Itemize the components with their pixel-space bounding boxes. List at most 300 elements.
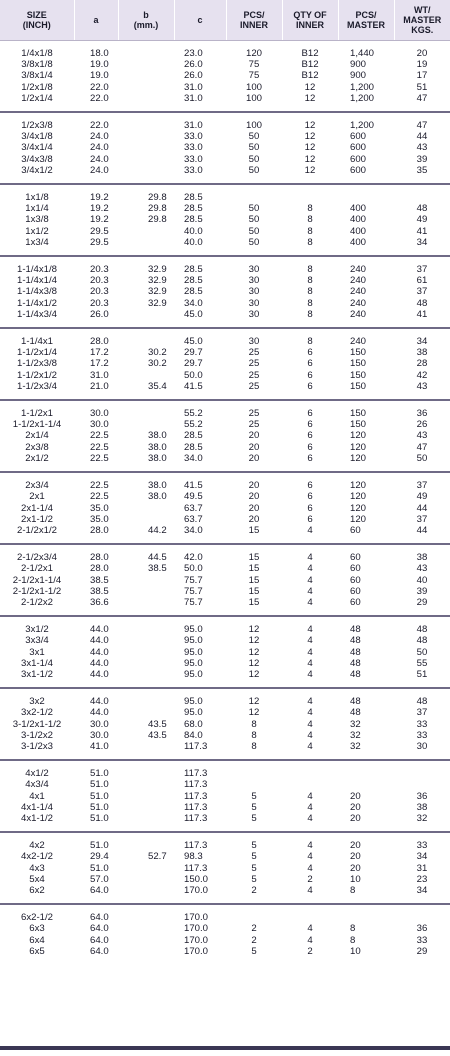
cell-size: 4x1 — [29, 790, 45, 802]
table-row — [0, 408, 450, 419]
cell-pcs-master: 120 — [350, 452, 367, 464]
row-group-table — [0, 113, 450, 183]
cell-c: 29.7 — [184, 358, 203, 370]
cell-a: 19.2 — [90, 192, 109, 204]
table-row — [0, 624, 450, 635]
cell-qty-inner: 12 — [304, 164, 316, 176]
cell-size: 4x3 — [29, 862, 45, 874]
cell-qty-inner: 6 — [307, 452, 313, 464]
table-row — [0, 707, 450, 718]
table-row — [0, 946, 450, 957]
cell-b — [118, 575, 174, 586]
cell-qty-inner: 8 — [307, 308, 313, 320]
cell-pcs-master: 20 — [350, 840, 361, 852]
cell-size: 2x1-1/4 — [21, 502, 53, 514]
row-group — [0, 400, 450, 472]
header-qty-inner-line1: QTY OF — [293, 10, 327, 20]
cell-wt-master: 48 — [416, 624, 428, 636]
row-group — [0, 904, 450, 964]
cell-pcs-inner — [226, 192, 282, 203]
cell-c: 117.3 — [184, 862, 208, 874]
header-b-line2: (mm.) — [133, 20, 159, 30]
cell-c: 40.0 — [184, 225, 203, 237]
cell-size: 1/4x1/8 — [21, 48, 53, 59]
cell-pcs-inner: 15 — [248, 596, 260, 608]
cell-qty-inner: 4 — [307, 524, 313, 536]
cell-pcs-inner: 20 — [248, 441, 260, 453]
table-row — [0, 154, 450, 165]
cell-b — [118, 309, 174, 320]
cell-a: 38.5 — [90, 585, 109, 597]
table-body — [0, 41, 450, 965]
cell-a: 20.3 — [90, 297, 109, 309]
header-b — [118, 0, 174, 41]
group-spacer-cell — [0, 617, 450, 624]
cell-qty-inner: 4 — [307, 934, 313, 946]
cell-wt-master — [394, 779, 450, 790]
cell-wt-master — [394, 768, 450, 779]
cell-c: 95.0 — [184, 668, 203, 680]
cell-pcs-master: 120 — [350, 491, 367, 503]
cell-pcs-inner: 50 — [248, 236, 260, 248]
cell-wt-master: 38 — [416, 552, 428, 564]
cell-size: 2-1/2x1 — [21, 563, 53, 575]
cell-wt-master: 34 — [416, 851, 428, 863]
cell-b — [118, 120, 174, 131]
table-row — [0, 813, 450, 824]
cell-c: 33.0 — [184, 131, 203, 143]
group-spacer-cell — [0, 536, 450, 543]
cell-c: 55.2 — [184, 419, 203, 431]
cell-pcs-master: 900 — [350, 59, 367, 71]
table-row — [0, 912, 450, 923]
cell-wt-master: 30 — [416, 740, 428, 752]
table-row — [0, 730, 450, 741]
cell-pcs-master: 150 — [350, 358, 367, 370]
group-spacer — [0, 617, 450, 624]
cell-qty-inner — [282, 192, 338, 203]
cell-wt-master: 17 — [416, 70, 428, 82]
cell-pcs-inner: 5 — [251, 840, 257, 852]
cell-pcs-inner: 8 — [251, 740, 257, 752]
cell-size: 3x1/2 — [25, 624, 49, 636]
row-group-table — [0, 41, 450, 111]
cell-a: 30.0 — [90, 718, 109, 730]
group-spacer — [0, 833, 450, 840]
cell-wt-master — [394, 192, 450, 203]
table-row — [0, 779, 450, 790]
cell-pcs-inner: 25 — [248, 419, 260, 431]
cell-pcs-master: 32 — [350, 740, 361, 752]
row-group-cell — [0, 616, 450, 688]
cell-pcs-master: 60 — [350, 574, 361, 586]
cell-pcs-inner: 50 — [248, 153, 260, 165]
cell-pcs-master: 32 — [350, 718, 361, 730]
table-row — [0, 275, 450, 286]
cell-b — [118, 597, 174, 608]
cell-pcs-master: 150 — [350, 369, 367, 381]
cell-c: 95.0 — [184, 696, 203, 708]
row-group-table — [0, 185, 450, 255]
cell-pcs-inner: 25 — [248, 380, 260, 392]
cell-pcs-inner: 30 — [248, 275, 260, 287]
header-c — [174, 0, 226, 41]
cell-size: 3x3/4 — [25, 635, 49, 647]
cell-pcs-master: 1,200 — [350, 81, 375, 93]
cell-size: 1-1/2x1 — [21, 408, 53, 420]
cell-size: 1-1/2x1/2 — [16, 369, 57, 381]
cell-pcs-master: 8 — [350, 884, 356, 896]
cell-c: 117.3 — [184, 790, 208, 802]
table-row — [0, 635, 450, 646]
cell-wt-master: 37 — [416, 480, 428, 492]
cell-pcs-master: 48 — [350, 707, 361, 719]
cell-pcs-master: 48 — [350, 624, 361, 636]
table-row — [0, 669, 450, 680]
cell-pcs-master: 150 — [350, 347, 367, 359]
cell-a: 20.3 — [90, 286, 109, 298]
cell-c: 95.0 — [184, 635, 203, 647]
cell-b — [118, 503, 174, 514]
cell-a: 44.0 — [90, 624, 109, 636]
cell-wt-master: 28 — [416, 358, 428, 370]
cell-c: 170.0 — [184, 945, 209, 957]
table-row — [0, 791, 450, 802]
cell-size: 4x3/4 — [25, 779, 49, 791]
cell-pcs-inner: 5 — [251, 945, 257, 957]
cell-qty-inner: 4 — [307, 851, 313, 863]
cell-c: 170.0 — [184, 884, 209, 896]
cell-b: 43.5 — [148, 729, 167, 741]
row-group-cell — [0, 256, 450, 328]
group-spacer-cell — [0, 113, 450, 120]
cell-size: 1-1/2x3/4 — [16, 380, 57, 392]
header-qty-inner — [282, 0, 338, 41]
cell-a: 20.3 — [90, 264, 109, 276]
cell-size: 3x1-1/2 — [21, 668, 53, 680]
cell-pcs-master: 150 — [350, 380, 367, 392]
cell-pcs-master: 20 — [350, 851, 361, 863]
group-spacer-cell — [0, 257, 450, 264]
cell-a: 64.0 — [90, 934, 109, 946]
cell-size: 1-1/4x1/8 — [16, 264, 57, 276]
cell-a: 22.5 — [90, 452, 109, 464]
cell-c: 75.7 — [184, 574, 203, 586]
cell-a: 28.0 — [90, 524, 109, 536]
cell-qty-inner: 6 — [307, 441, 313, 453]
cell-size: 1-1/4x3/4 — [16, 308, 57, 320]
cell-qty-inner: 8 — [307, 203, 313, 215]
row-group — [0, 112, 450, 184]
table-row — [0, 719, 450, 730]
group-spacer — [0, 329, 450, 336]
cell-wt-master: 33 — [416, 934, 428, 946]
cell-wt-master: 38 — [416, 801, 428, 813]
cell-a: 29.4 — [90, 851, 109, 863]
cell-pcs-master: 10 — [350, 945, 361, 957]
header-size — [0, 0, 74, 41]
header-wt-master — [394, 0, 450, 41]
cell-pcs-inner: 2 — [251, 934, 257, 946]
cell-a: 17.2 — [90, 347, 109, 359]
cell-qty-inner: 8 — [307, 297, 313, 309]
row-group — [0, 256, 450, 328]
cell-qty-inner: B12 — [301, 48, 319, 59]
cell-size: 6x4 — [29, 934, 45, 946]
row-group-table — [0, 617, 450, 687]
cell-pcs-inner: 25 — [248, 408, 260, 420]
cell-qty-inner: B12 — [301, 59, 319, 71]
cell-qty-inner: 4 — [307, 552, 313, 564]
row-group — [0, 544, 450, 616]
cell-qty-inner: 4 — [307, 574, 313, 586]
row-group-table — [0, 401, 450, 471]
cell-size: 4x1-1/2 — [21, 812, 53, 824]
header-qty-inner-line2: INNER — [295, 20, 324, 30]
cell-pcs-master: 400 — [350, 214, 367, 226]
cell-b: 32.9 — [148, 264, 167, 276]
table-row — [0, 309, 450, 320]
cell-wt-master: 50 — [416, 646, 428, 658]
cell-pcs-master: 150 — [350, 419, 367, 431]
cell-wt-master: 34 — [416, 236, 428, 248]
group-spacer — [0, 536, 450, 543]
cell-size: 3x2 — [29, 696, 45, 708]
group-spacer-cell — [0, 545, 450, 552]
cell-pcs-master: 48 — [350, 635, 361, 647]
cell-a: 22.5 — [90, 441, 109, 453]
cell-b: 32.9 — [148, 297, 167, 309]
cell-size: 1-1/2x1/4 — [16, 347, 57, 359]
table-row — [0, 503, 450, 514]
cell-qty-inner: 6 — [307, 513, 313, 525]
table-row — [0, 381, 450, 392]
cell-c: 95.0 — [184, 657, 203, 669]
cell-pcs-inner: 12 — [248, 646, 260, 658]
cell-c: 117.3 — [184, 768, 208, 780]
cell-pcs-master: 240 — [350, 275, 367, 287]
cell-pcs-inner: 100 — [245, 92, 262, 104]
cell-qty-inner: 8 — [307, 236, 313, 248]
cell-b — [118, 658, 174, 669]
cell-pcs-inner: 2 — [251, 884, 257, 896]
cell-pcs-master: 240 — [350, 336, 367, 348]
group-spacer-cell — [0, 401, 450, 408]
table-row — [0, 237, 450, 248]
header-size-line1: SIZE — [26, 10, 47, 20]
table-row — [0, 768, 450, 779]
cell-c: 55.2 — [184, 408, 203, 420]
row-group-table — [0, 257, 450, 327]
row-group — [0, 328, 450, 400]
cell-pcs-inner: 30 — [248, 336, 260, 348]
cell-c: 26.0 — [184, 59, 203, 71]
cell-b — [118, 226, 174, 237]
group-spacer — [0, 185, 450, 192]
cell-b — [118, 696, 174, 707]
cell-c: 63.7 — [184, 513, 203, 525]
cell-pcs-inner: 30 — [248, 286, 260, 298]
table-row — [0, 802, 450, 813]
row-group-table — [0, 761, 450, 831]
cell-pcs-inner: 5 — [251, 812, 257, 824]
cell-c: 49.5 — [184, 491, 203, 503]
cell-wt-master: 50 — [416, 452, 428, 464]
cell-a: 64.0 — [90, 912, 109, 924]
cell-pcs-master: 48 — [350, 668, 361, 680]
cell-pcs-master: 1,200 — [350, 120, 375, 132]
cell-c: 28.5 — [184, 192, 203, 204]
cell-b: 44.2 — [148, 524, 167, 536]
row-group-table — [0, 905, 450, 964]
row-group-cell — [0, 760, 450, 832]
cell-pcs-master: 60 — [350, 585, 361, 597]
group-spacer — [0, 896, 450, 903]
cell-qty-inner: 4 — [307, 707, 313, 719]
cell-b: 44.5 — [148, 552, 167, 564]
cell-wt-master: 23 — [416, 873, 428, 885]
table-row — [0, 165, 450, 176]
cell-size: 1x3/4 — [25, 236, 49, 248]
cell-wt-master: 44 — [416, 524, 428, 536]
cell-size: 3/8x1/8 — [21, 59, 53, 71]
cell-qty-inner: 12 — [304, 120, 316, 132]
cell-b: 29.8 — [148, 203, 167, 215]
cell-a: 51.0 — [90, 768, 109, 780]
cell-size: 3-1/2x3 — [21, 740, 53, 752]
cell-b — [118, 93, 174, 104]
cell-pcs-master: 60 — [350, 596, 361, 608]
cell-qty-inner: 2 — [307, 873, 313, 885]
cell-pcs-master: 600 — [350, 131, 367, 143]
table-row — [0, 840, 450, 851]
cell-pcs-master: 400 — [350, 236, 367, 248]
row-group-table — [0, 689, 450, 759]
cell-qty-inner: 4 — [307, 718, 313, 730]
cell-wt-master: 41 — [416, 225, 428, 237]
cell-b — [118, 59, 174, 70]
cell-c: 42.0 — [184, 552, 203, 564]
cell-pcs-inner: 50 — [248, 164, 260, 176]
cell-qty-inner: 6 — [307, 369, 313, 381]
cell-qty-inner: 12 — [304, 92, 316, 104]
cell-pcs-master: 240 — [350, 264, 367, 276]
cell-wt-master: 55 — [416, 657, 428, 669]
cell-qty-inner: 4 — [307, 646, 313, 658]
cell-c: 95.0 — [184, 707, 203, 719]
cell-b — [118, 707, 174, 718]
cell-a: 22.5 — [90, 491, 109, 503]
cell-pcs-inner: 20 — [248, 480, 260, 492]
cell-b — [118, 802, 174, 813]
row-group-cell — [0, 112, 450, 184]
cell-a: 51.0 — [90, 812, 109, 824]
cell-wt-master: 44 — [416, 131, 428, 143]
cell-c: 28.5 — [184, 264, 203, 276]
cell-pcs-inner: 20 — [248, 513, 260, 525]
cell-c: 150.0 — [184, 873, 209, 885]
cell-b — [118, 813, 174, 824]
header-pcs-master-line1: PCS/ — [355, 10, 377, 20]
group-spacer — [0, 113, 450, 120]
cell-size: 1x3/8 — [25, 214, 49, 226]
cell-pcs-inner: 20 — [248, 502, 260, 514]
group-spacer — [0, 905, 450, 912]
cell-b — [118, 370, 174, 381]
cell-c: 29.7 — [184, 347, 203, 359]
cell-b — [118, 70, 174, 81]
cell-pcs-inner — [226, 768, 282, 779]
cell-size: 3-1/2x2 — [21, 729, 53, 741]
cell-b — [118, 768, 174, 779]
cell-c: 28.5 — [184, 441, 203, 453]
cell-c: 34.0 — [184, 452, 203, 464]
cell-b — [118, 48, 174, 59]
table-row — [0, 298, 450, 309]
cell-size: 3/4x3/8 — [21, 153, 53, 165]
cell-wt-master: 19 — [416, 59, 428, 71]
cell-a: 20.3 — [90, 275, 109, 287]
cell-pcs-inner: 5 — [251, 790, 257, 802]
group-spacer-cell — [0, 824, 450, 831]
cell-c: 45.0 — [184, 336, 203, 348]
cell-b — [118, 514, 174, 525]
header-pcs-master — [338, 0, 394, 41]
cell-size: 2-1/2x1-1/4 — [12, 574, 62, 586]
cell-wt-master: 37 — [416, 286, 428, 298]
table-row — [0, 347, 450, 358]
cell-size: 1-1/4x1/2 — [16, 297, 57, 309]
row-group — [0, 616, 450, 688]
row-group — [0, 184, 450, 256]
cell-b — [118, 647, 174, 658]
cell-qty-inner: 4 — [307, 729, 313, 741]
cell-wt-master: 48 — [416, 696, 428, 708]
cell-a: 41.0 — [90, 740, 109, 752]
cell-c: 170.0 — [184, 934, 209, 946]
group-spacer — [0, 401, 450, 408]
cell-wt-master: 47 — [416, 92, 428, 104]
group-spacer-cell — [0, 176, 450, 183]
cell-c: 95.0 — [184, 646, 203, 658]
group-spacer — [0, 176, 450, 183]
cell-size: 6x2 — [29, 884, 45, 896]
row-group-cell — [0, 544, 450, 616]
cell-a: 30.0 — [90, 408, 109, 420]
cell-wt-master: 34 — [416, 336, 428, 348]
cell-b — [118, 154, 174, 165]
cell-c: 50.0 — [184, 369, 203, 381]
cell-b: 35.4 — [148, 380, 167, 392]
cell-pcs-master: 120 — [350, 441, 367, 453]
cell-pcs-master: 120 — [350, 502, 367, 514]
group-spacer — [0, 464, 450, 471]
cell-qty-inner: 4 — [307, 696, 313, 708]
cell-pcs-master: 1,200 — [350, 92, 375, 104]
cell-pcs-inner: 5 — [251, 851, 257, 863]
table-row — [0, 923, 450, 934]
cell-pcs-master — [338, 912, 394, 923]
cell-b — [118, 912, 174, 923]
cell-wt-master: 33 — [416, 729, 428, 741]
cell-pcs-master: 20 — [350, 812, 361, 824]
cell-size: 4x2-1/2 — [21, 851, 53, 863]
cell-b — [118, 669, 174, 680]
cell-size: 3x1 — [29, 646, 45, 658]
cell-c: 170.0 — [184, 912, 209, 924]
cell-wt-master: 36 — [416, 790, 428, 802]
cell-size: 1/2x1/8 — [21, 81, 53, 93]
